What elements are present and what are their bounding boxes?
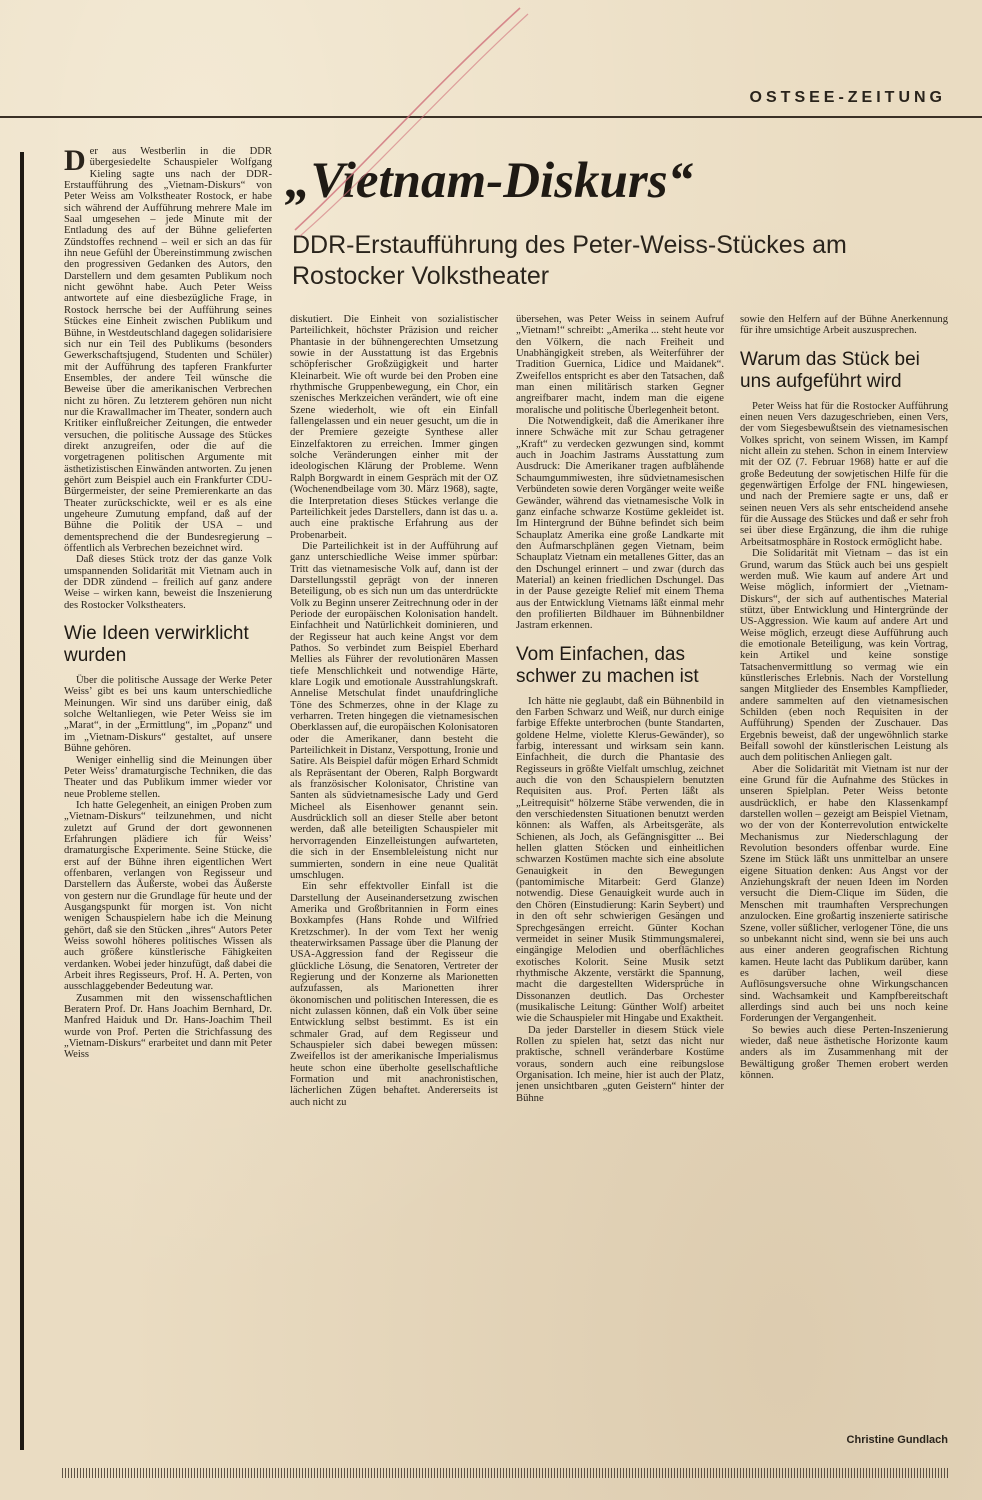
intro-text: er aus Westberlin in die DDR übergesiedelte Schauspieler Wolfgang Kieling sagte uns nach der DDR-Erstaufführung des „Vietnam-Diskurs“ von Peter Weiss am Volkstheater Rostock, er habe sich während der Aufführung mehrere Male im Saal umgesehen – jede Minute mit der Entladung des auf der Bühne gelieferten Zündstoffes rechnend – weil er sich an das für ihn neue Gefühl der Übereinstimmung zwischen den progressiven Gedanken des Autors, den Darstellern und dem gesamten Publikum noch nicht gewöhnt habe. Auch Peter Weiss antwortete auf eine diesbezügliche Frage, in Rostock herrsche bei der Aufführung seines Stückes eine Einheit zwischen Publikum und Bühne, in Westdeutschland dagegen solidarisiere sich nur ein Teil des Publikums (besonders Gewerkschaftsjugend, Studenten und Schüler) mit der Aufführung des tapferen Frankfurter Ensembles, der andere Teil wünsche die Beweise über die amerikanischen Verbrechen nicht zu hören. Zu letzterem gehören nun nicht nur die Krawallmacher im Theater, sondern auch Kritiker einflußreicher Zeitungen, die entweder versuchen, die politische Aussage des Stückes direkt anzugreifen, oder die auf die vorgetragenen politischen Argumente mit ästhetizistischen Einwänden antworten. Zu jenen gehört zum Beispiel auch ein Frankfurter CDU-Bürgermeister, der seine Premierenkarte an das Theater zurückschickte, weil er es als eine ungeheure Zumutung empfand, daß auf der Bühne die Politik der USA – und dementsprechend die der Bundesregierung – öffentlich als Verbrechen bezeichnet wird. — [64, 146, 272, 555]
paragraph: Daß dieses Stück trotz der das ganze Volk umspannenden Solidarität mit Vietnam auch in der DDR zündend – freilich auf ganz andere Weise – wirken kann, beweist die Inszenierung des Rostocker Volkstheaters. — [64, 554, 272, 611]
paragraph: Die Solidarität mit Vietnam – das ist ein Grund, warum das Stück auch bei uns gespielt werden muß. Wie kaum auf andere Art und Weise möglich, informiert der „Vietnam-Diskurs“, der sich auf authentisches Material stützt, über Entwicklung und Hintergründe der US-Aggression. Wie kaum auf andere Art und Weise möglich, erzeugt diese Aufführung auch die emotionale Beteiligung, was kein Vortrag, kein Artikel und keine sonstige Tatsachenvermittlung so vermag wie ein künstlerisches Erlebnis. Nach der Vorstellung sangen Mitglieder des Ensembles Kampflieder, andere sammelten auf den vietnamesischen Schilden (eben noch Requisiten in der Aufführung) Spenden der Zuschauer. Das Ergebnis beweist, daß der ungewöhnlich starke Beifall sowohl der künstlerischen Leistung als auch dem politischen Anliegen galt. — [740, 548, 948, 764]
paragraph: Aber die Solidarität mit Vietnam ist nur der eine Grund für die Aufnahme des Stückes in unseren Spielplan. Peter Weiss betonte ausdrücklich, er habe den Klassenkampf darstellen wollen – gezeigt am Beispiel Vietnam, wo der von der Konterrevolution entwickelte Mechanismus zur Niederschlagung der Revolution besonders offenbar wurde. Eine Szene im Stück läßt uns unmittelbar an unsere eigene Situation denken: Aus Angst vor der Anziehungskraft der neuen Ideen im Norden versucht die Diem-Clique im Süden, die Menschen mit traumhaften Versprechungen anzulocken. Eine großartig inszenierte satirische Szene, voller süßlicher, verlogener Töne, die uns so unbekannt nicht sind, wenn sie bei uns auch aus einer anderen geografischen Richtung kamen. Heute lacht das Publikum darüber, kann es darüber lachen, weil diese Auflösungsversuche ohne Wirkungschancen sind. Wachsamkeit und Kampfbereitschaft allerdings sind auch bei uns noch keine Forderungen der Vergangenheit. — [740, 763, 948, 1025]
paragraph: Zusammen mit den wissenschaftlichen Beratern Prof. Dr. Hans Joachim Bernhard, Dr. Manfred Haiduk und Dr. Hans-Joachim Theil wurde von Prof. Perten die Strichfassung des „Vietnam-Diskurs“ erarbeitet und dann mit Peter Weiss — [64, 992, 272, 1061]
column-1 — [64, 146, 272, 1446]
paragraph: Weniger einhellig sind die Meinungen über Peter Weiss’ dramaturgische Techniken, die das Theater und das Publikum immer wieder vor neue Probleme stellen. — [64, 754, 272, 800]
column-4 — [740, 314, 948, 1448]
column-3 — [516, 314, 724, 1448]
paragraph: Ich hätte nie geglaubt, daß ein Bühnenbild in den Farben Schwarz und Weiß, nur durch einige farbige Effekte unterbrochen (bunte Standarten, goldene Helme, violette Klerus-Gewänder), so farbig, interessant und wirksam sein kann. Einfachheit, die durch die Phantasie des Regisseurs in größte Vielfalt umschlug, zeichnet auch die von den Schauspielern benutzten Requisiten aus. Prof. Perten läßt als „Leitrequisit“ hölzerne Stäbe verwenden, die in den verschiedensten Situationen benutzt werden können: als Waffen, als Arbeitsgeräte, als Schienen, als Joch, als Gefängnisgitter ... Bei hellen glatten Stöcken und einheitlichen schwarzen Kostümen machte sich eine absolute Genauigkeit in den Bewegungen (pantomimische Mitarbeit: Gerd Glanze) notwendig. Diese Genauigkeit wurde auch in den Chören (Einstudierung: Karin Seybert) und in den oft sehr schwierigen Gesängen und Sprechgesängen erreicht. Günter Kochan vermeidet in seiner Musik Stimmungsmalerei, eingängige Melodien und oberflächliches exotisches Kolorit. Seine Musik setzt rhythmische Akzente, verstärkt die Spannung, macht die dargestellten Widersprüche in Dissonanzen deutlich. Das Orchester (musikalische Leitung: Günther Wolf) arbeitet wie die Schauspieler mit Hingabe und Exaktheit. — [516, 695, 724, 1025]
drop-cap: D — [64, 146, 86, 177]
intro-paragraph — [64, 146, 272, 554]
column-2 — [290, 314, 498, 1448]
subheadline: DDR-Erstaufführung des Peter-Weiss-Stückes am Rostocker Volkstheater — [292, 231, 847, 290]
paragraph: Da jeder Darsteller in diesem Stück viele Rollen zu spielen hat, setzt das nicht nur praktische, schnell veränderbare Kostüme voraus, sondern auch eine reibungslose Organisation. Ich meine, hier ist auch der Platz, jenen unsichtbaren „guten Geistern“ hinter der Bühne — [516, 1024, 724, 1104]
paragraph: Ich hatte Gelegenheit, an einigen Proben zum „Vietnam-Diskurs“ teilzunehmen, und nicht zuletzt auf Grund der dort gewonnenen Erfahrungen plädiere ich für Weiss’ dramaturgische Experimente. Seine Stücke, die erst auf der Bühne ihren eigentlichen Wert offenbaren, verlangen von Regisseur und Darstellern das Äußerste, wobei das Äußerste von gestern nur die Grundlage für heute und der Ausgangspunkt für morgen ist. Von nicht wenigen Schauspielern habe ich die Meinung gehört, daß sie den Stücken „ihres“ Autors Peter Weiss sowohl höheres politisches Wissen als auch größere künstlerische Fähigkeiten verdanken. Wobei jeder hinzufügt, daß dabei die Arbeit ihres Regisseurs, Prof. H. A. Perten, von ausschlaggebender Bedeutung war. — [64, 799, 272, 993]
paragraph: Über die politische Aussage der Werke Peter Weiss’ gibt es bei uns kaum unterschiedliche Meinungen. Wir sind uns darüber einig, daß solche Weltanliegen, wie Peter Weiss sie im „Marat“, in der „Ermittlung“, im „Popanz“ und im „Vietnam-Diskurs“ gestaltet, auf unsere Bühne gehören. — [64, 675, 272, 755]
paragraph: Peter Weiss hat für die Rostocker Aufführung einen neuen Vers dazugeschrieben, einen Vers, der vom Siegesbewußtsein des vietnamesischen Volkes spricht, von seinem Wissen, im Kampf nicht allein zu stehen. Schon in einem Interview mit der OZ (7. Februar 1968) hatte er auf die große Bedeutung der sowjetischen Hilfe für die gegenwärtigen Erfolge der FNL hingewiesen, und nach der Premiere sagte er uns, daß er seinen neuen Vers als sehr entscheidend ansehe für die Aussage des Stückes und daß er sehr froh sei über diese Ergänzung, die ihm die ruhige Arbeitsatmosphäre in Rostock ermöglicht habe. — [740, 400, 948, 548]
paragraph: Ein sehr effektvoller Einfall ist die Darstellung der Auseinandersetzung zwischen Amerika und Großbritannien in Form eines Boxkampfes (Hans Rohde und Wilfried Kretzschmer). In der vom Text her wenig theaterwirksamen Passage über die Planung der USA-Aggression fand der Regisseur die glückliche Lösung, die Senatoren, Vertreter der Regierung und der Konzerne als Marionetten aufzufassen, als Marionetten ihrer ökonomischen und politischen Interessen, die es nicht zulassen können, daß ein Volk über seine Entwicklung selbst bestimmt. Es ist ein schmaler Grad, auf dem Regisseur und Schauspieler sich dabei bewegen müssen: Zweifellos ist der amerikanische Imperialismus heute schon eine überholte gesellschaftliche Formation und mit anachronistischen, lächerlichen Zügen behaftet. Andererseits ist auch nicht zu — [290, 881, 498, 1108]
section-heading: Vom Einfachen, das schwer zu machen ist — [516, 643, 699, 687]
author-signature: Christine Gundlach — [846, 1434, 948, 1446]
masthead: OSTSEE-ZEITUNG — [749, 89, 946, 106]
paragraph: diskutiert. Die Einheit von sozialistischer Parteilichkeit, höchster Präzision und reicher Phantasie in der bühnengerechten Umsetzung sowie in der Ausstattung ist das Ergebnis schöpferischer Großzügigkeit und harter Kleinarbeit. Wie oft wurde bei den Proben eine rhythmische Gruppenbewegung, ein Chor, ein szenisches Merkzeichen verändert, wie oft eine Szene wiederholt, wie oft ein Einfall fallengelassen und ein neuer gesucht, um die in der Premiere gezeigte Synthese aller Einzelfaktoren zu erreichen. Immer gingen solche Veränderungen einher mit der ideologischen Klärung der Probleme. Wenn Ralph Borgwardt in einem Gespräch mit der OZ (Wochenendbeilage vom 30. März 1968), sagte, die Interpretation dieses Stückes verlange die Parteilichkeit jedes Darstellers, dann ist das u. a. auch eine praktische Erfahrung aus der Probenarbeit. — [290, 314, 498, 541]
paragraph: sowie den Helfern auf der Bühne Anerkennung für ihre umsichtige Arbeit auszusprechen. — [740, 314, 948, 337]
paragraph: Die Parteilichkeit ist in der Aufführung auf ganz unterschiedliche Weise immer spürbar: Tritt das vietnamesische Volk auf, dann ist der Darstellungsstil geprägt von der inneren Beteiligung, ob es sich nun um das unterdrückte Volk zu Beginn unserer Zeitrechnung oder in der Periode der europäischen Kolonisation handelt. Einfachheit und Natürlichkeit dominieren, und der Regisseur hat auch keine Angst vor dem Pathos. So verbindet zum Beispiel Eberhard Mellies als Führer der revolutionären Massen tiefe Menschlichkeit und notwendige Härte, klare Logik und emotionale Ausstrahlungskraft. Annelise Metschulat findet unaufdringliche Töne des Schmerzes, ohne in der Klage zu verharren. Treten hingegen die vietnamesischen Oberklassen auf, die europäischen Kolonisatoren oder die Amerikaner, dann besteht die Parteilichkeit in Distanz, Verspottung, Ironie und Satire. Als Beispiel dafür mögen Erhard Schmidt als Repräsentant der Oberen, Ralph Borgwardt als französischer Kolonisator, Christine van Santen als südvietnamesische Lady und Gerd Micheel als Eisenhower genannt sein. Ausdrücklich soll an dieser Stelle aber betont werden, daß alle beteiligten Schauspieler mit hervorragenden Einzelleistungen aufwarteten, die sich in der Ensembleleistung nicht nur summierten, sondern in eine neue Qualität umschlugen. — [290, 540, 498, 881]
header-rule — [0, 116, 982, 118]
section-heading: Wie Ideen verwirklicht wurden — [64, 623, 249, 667]
paragraph: übersehen, was Peter Weiss in seinem Aufruf „Vietnam!“ schreibt: „Amerika ... steht heute vor den Völkern, die nach Freiheit und Unabhängigkeit streben, als Weiterführer der Tradition Guernica, Lidice und Maidanek“. Zweifellos entspricht es aber den Tatsachen, daß man einen militärisch starken Gegner angreifbarer macht, indem man die eigene moralische und politische Überlegenheit betont. — [516, 314, 724, 416]
section-heading: Warum das Stück bei uns aufgeführt wird — [740, 348, 920, 392]
paragraph: So bewies auch diese Perten-Inszenierung wieder, daß neue ästhetische Horizonte kaum anders als im Zusammenhang mit der Bewältigung großer Themen erobert werden können. — [740, 1024, 948, 1081]
bottom-tick-strip — [62, 1468, 948, 1478]
paragraph: Die Notwendigkeit, daß die Amerikaner ihre innere Schwäche mit zur Schau getragener „Kraft“ zu verdecken gezwungen sind, kommt auch in Joachim Jastrams Ausstattung zum Ausdruck: Die Amerikaner tragen aufblähende Schaumgummiwesten, ihre südvietnamesischen Verbündeten sowie deren Vorgänger weite weiße Gewänder, während das vietnamesische Volk in ganz einfache schwarze Kostüme gekleidet ist. Im Hintergrund der Bühne befindet sich beim Schauplatz Amerika eine große Landkarte mit den Aufmarschplänen gegen Vietnam, beim Schauplatz Vietnam ein metallenes Gitter, das an den Dschungel erinnert – und zwar (durch das Material) an keinen friedlichen Dschungel. Das in der Pause gezeigte Relief mit einem Thema aus der Entwicklung Vietnams läßt einmal mehr den profilierten Bildhauer im Bühnenbildner Jastram erkennen. — [516, 416, 724, 632]
left-margin-bar — [20, 152, 24, 1450]
headline: „Vietnam-Diskurs“ — [285, 153, 694, 209]
